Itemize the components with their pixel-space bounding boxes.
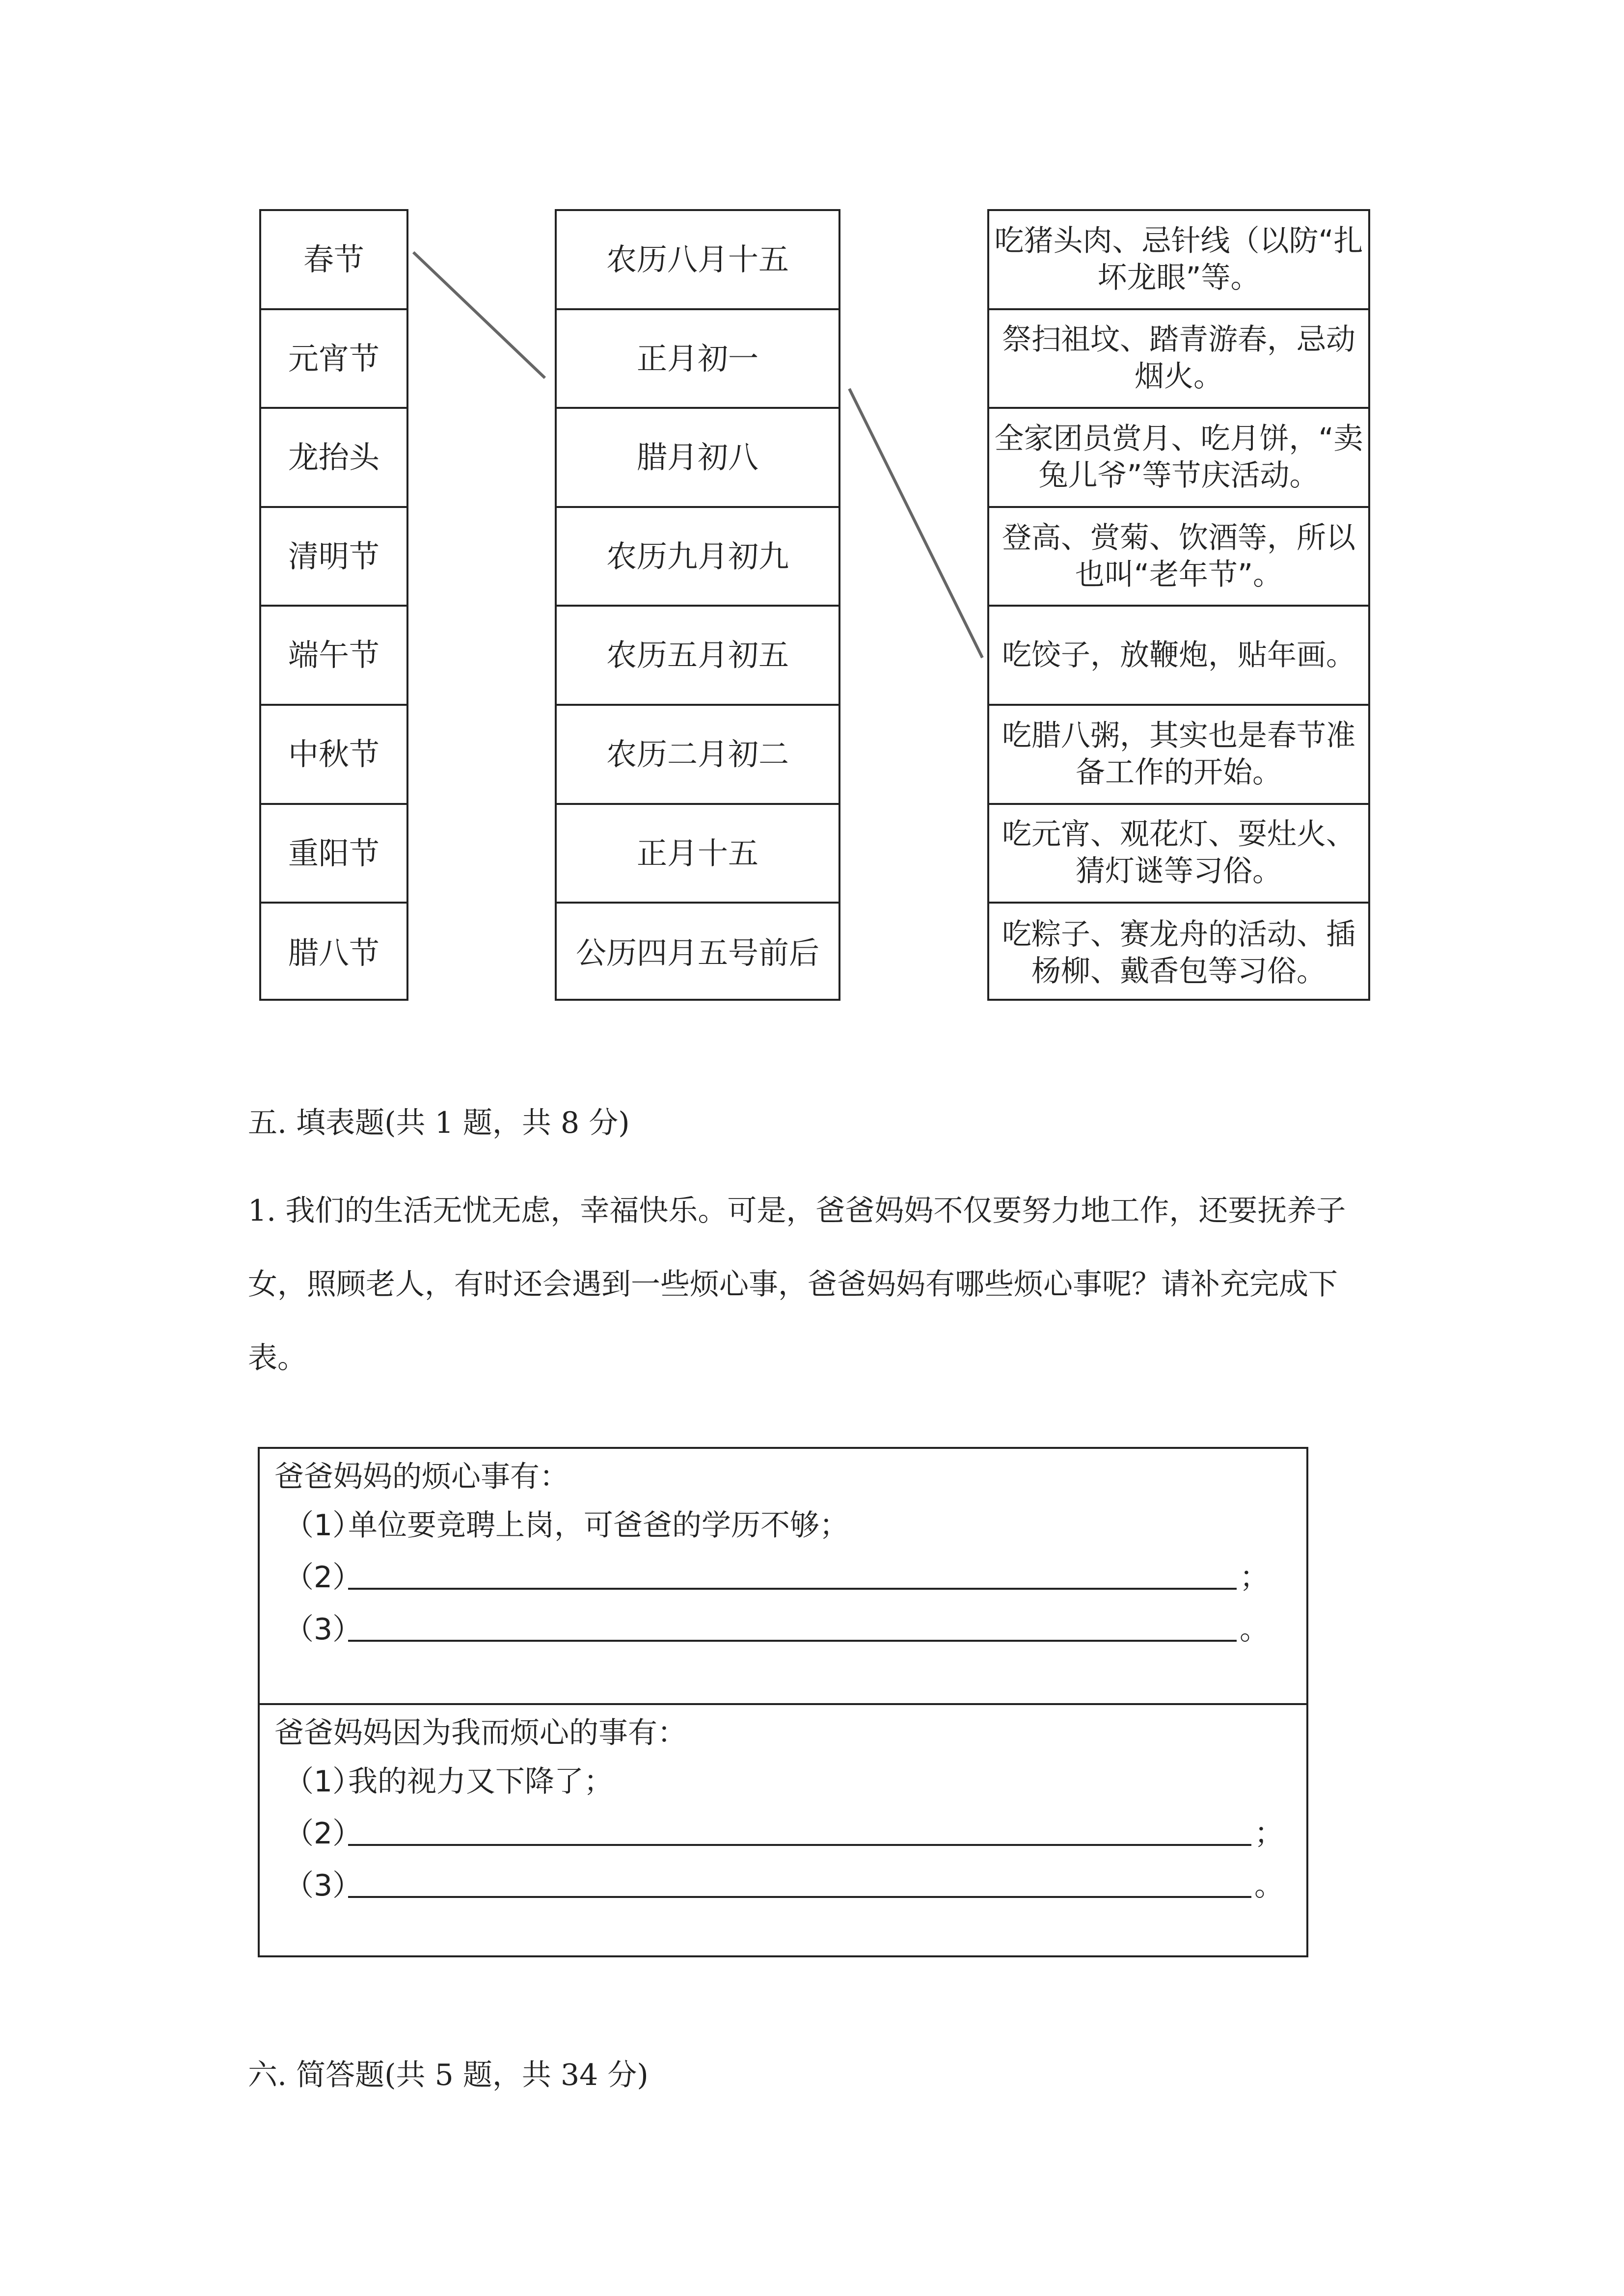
festival-cell[interactable]: 春节 <box>261 211 406 310</box>
item-text: 单位要竞聘上岗，可爸爸的学历不够； <box>348 1508 849 1543</box>
date-cell[interactable]: 腊月初八 <box>557 409 839 508</box>
section-title: 爸爸妈妈的烦心事有： <box>274 1460 569 1494</box>
festival-cell[interactable]: 清明节 <box>261 508 406 607</box>
custom-cell[interactable]: 吃粽子、赛龙舟的活动、插杨柳、戴香包等习俗。 <box>1002 917 1355 988</box>
list-item <box>274 1805 1306 1857</box>
question-text: 1. 我们的生活无忧无虑，幸福快乐。可是，爸爸妈妈不仅要努力地工作，还要抚养子女，照顾老人，有时还会遇到一些烦心事，爸爸妈妈有哪些烦心事呢？请补充完成下表。 <box>248 1194 1346 1375</box>
match-line-festival-date <box>413 252 545 378</box>
worries-about-me-section <box>260 1703 1306 1957</box>
custom-cell[interactable]: 祭扫祖坟、踏青游春，忌动烟火。 <box>989 310 1368 409</box>
custom-cell[interactable]: 吃猪头肉、忌针线（以防“扎坏龙眼”等。 <box>989 211 1368 310</box>
item-number: （2） <box>284 1560 362 1595</box>
festival-cell[interactable]: 重阳节 <box>261 805 406 904</box>
item-number: （1） <box>284 1764 362 1799</box>
festival-cell[interactable]: 龙抬头 <box>261 409 406 508</box>
custom-column <box>987 209 1370 1001</box>
custom-cell[interactable]: 吃饺子，放鞭炮，贴年画。 <box>989 607 1368 706</box>
date-column <box>555 209 840 1001</box>
festival-cell[interactable]: 端午节 <box>261 607 406 706</box>
festival-cell[interactable]: 中秋节 <box>261 706 406 805</box>
answer-blank[interactable] <box>348 1560 1237 1590</box>
custom-cell[interactable]: 吃腊八粥，其实也是春节准备工作的开始。 <box>989 706 1368 805</box>
item-number: （3） <box>284 1869 362 1903</box>
section-heading: 五. 填表题(共 1 题，共 8 分) <box>248 1106 630 1140</box>
answer-blank[interactable] <box>348 1816 1251 1846</box>
answer-blank[interactable] <box>348 1869 1251 1898</box>
custom-cell[interactable]: 吃元宵、观花灯、耍灶火、猜灯谜等习俗。 <box>989 805 1368 904</box>
date-cell[interactable]: 农历二月初二 <box>557 706 839 805</box>
item-number: （3） <box>284 1612 362 1647</box>
fill-in-table <box>258 1447 1308 1957</box>
list-item <box>274 1601 1306 1653</box>
date-cell[interactable]: 农历五月初五 <box>557 607 839 706</box>
item-number: （1） <box>284 1508 362 1543</box>
match-line-date-custom <box>849 389 982 658</box>
answer-blank[interactable] <box>348 1612 1237 1642</box>
list-item <box>274 1753 1306 1805</box>
date-cell[interactable]: 正月十五 <box>557 805 839 904</box>
list-item <box>274 1857 1306 1909</box>
item-text: 我的视力又下降了； <box>348 1764 613 1799</box>
item-end-punct: ； <box>1254 1816 1284 1851</box>
list-item <box>274 1497 1306 1549</box>
parents-worries-section <box>260 1449 1306 1703</box>
date-cell[interactable]: 农历九月初九 <box>557 508 839 607</box>
festival-cell[interactable]: 腊八节 <box>288 935 379 971</box>
festival-cell[interactable]: 元宵节 <box>261 310 406 409</box>
item-end-punct: 。 <box>1254 1869 1284 1903</box>
section-title: 爸爸妈妈因为我而烦心的事有： <box>274 1716 687 1750</box>
item-number: （2） <box>284 1816 362 1851</box>
festival-column <box>259 209 408 1001</box>
date-cell[interactable]: 公历四月五号前后 <box>575 935 819 971</box>
date-cell[interactable]: 正月初一 <box>557 310 839 409</box>
custom-cell[interactable]: 全家团员赏月、吃月饼，“卖兔儿爷”等节庆活动。 <box>989 409 1368 508</box>
list-item <box>274 1549 1306 1601</box>
custom-cell[interactable]: 登高、赏菊、饮酒等，所以也叫“老年节”。 <box>989 508 1368 607</box>
item-end-punct: ； <box>1240 1560 1269 1595</box>
item-end-punct: 。 <box>1240 1612 1269 1647</box>
section-heading: 六. 简答题(共 5 题，共 34 分) <box>248 2058 649 2092</box>
date-cell[interactable]: 农历八月十五 <box>557 211 839 310</box>
